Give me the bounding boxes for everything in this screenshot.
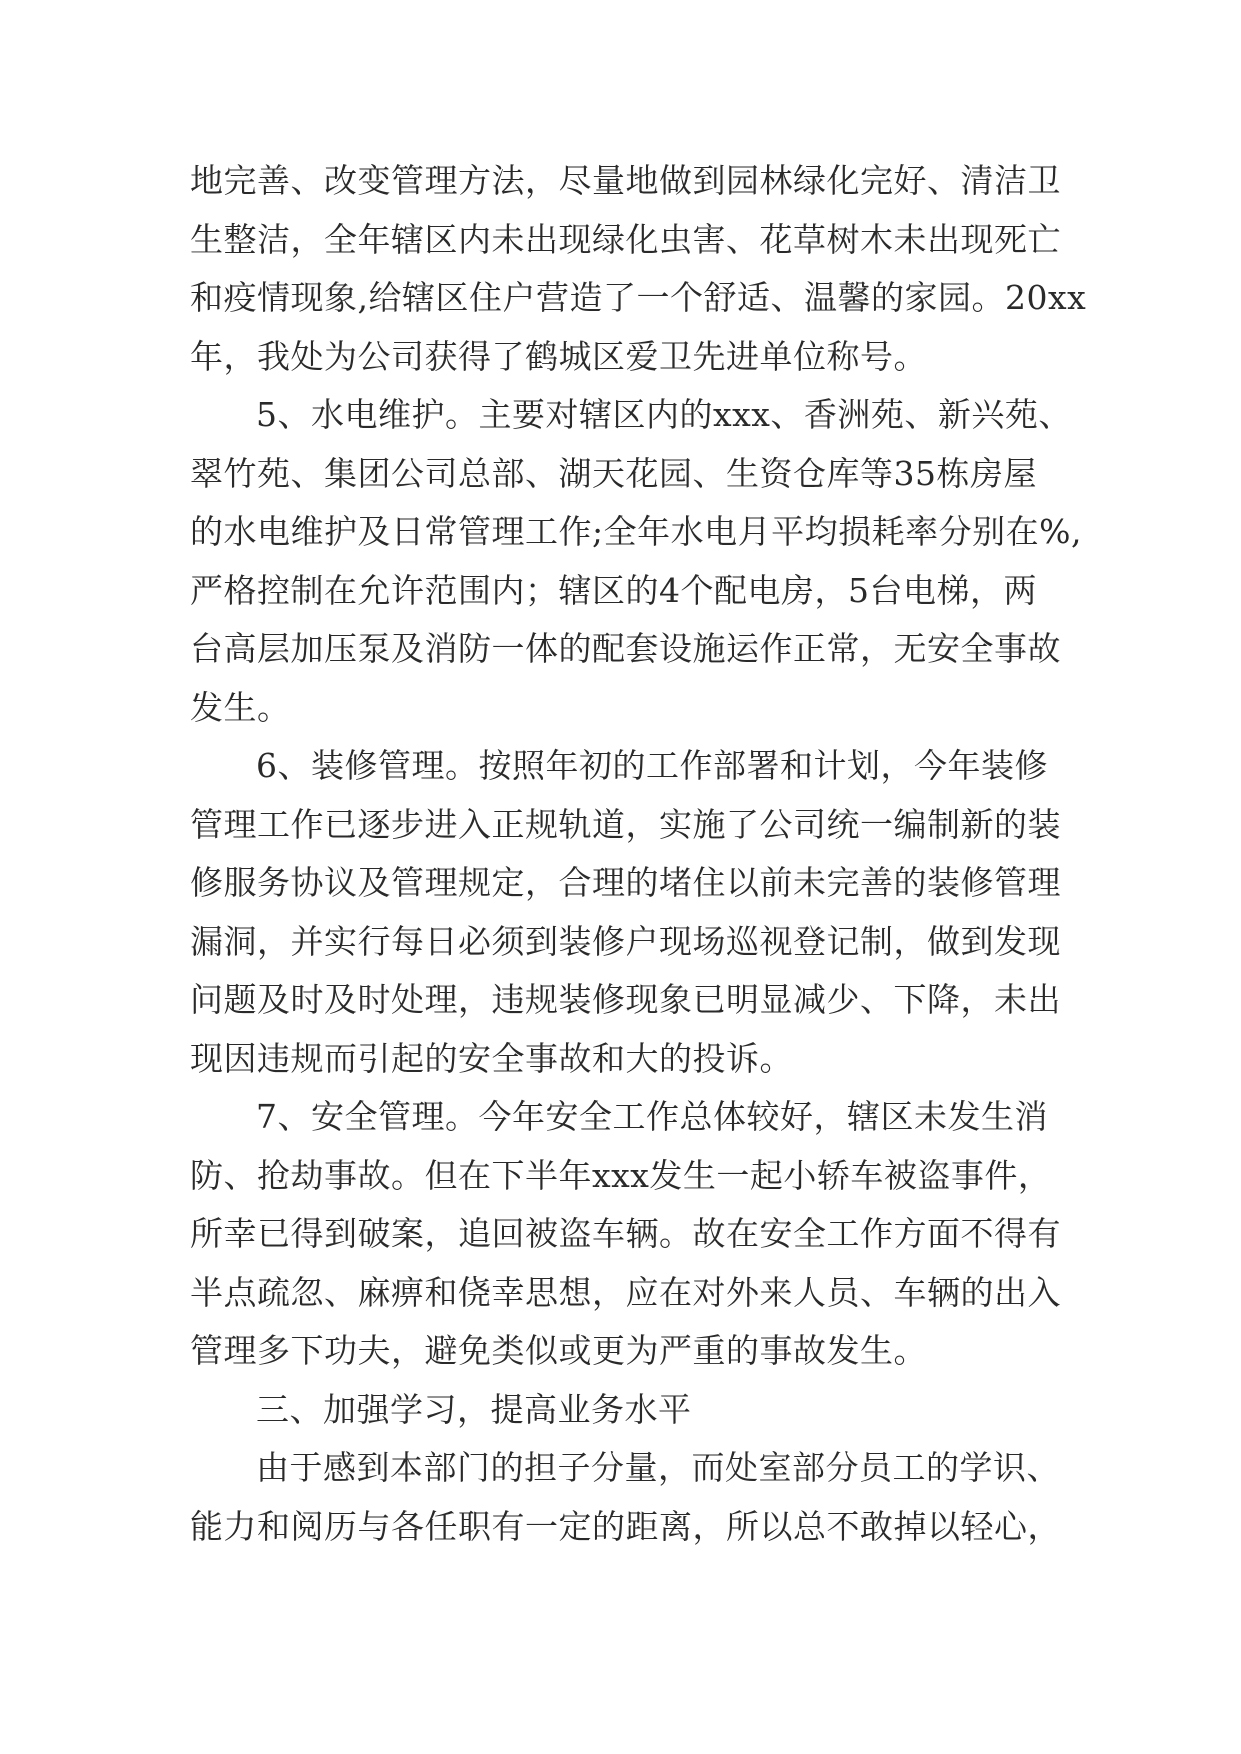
text-line: 防、抢劫事故。但在下半年xxx发生一起小轿车被盗事件， — [190, 1155, 1052, 1195]
text-line: 年，我处为公司获得了鹤城区爱卫先进单位称号。 — [190, 336, 927, 376]
document-body — [190, 152, 1087, 1556]
text-line: 修服务协议及管理规定，合理的堵住以前未完善的装修管理 — [190, 863, 1061, 902]
text-line: 半点疏忽、麻痹和侥幸思想，应在对外来人员、车辆的出入 — [190, 1272, 1061, 1312]
text-line: 的水电维护及日常管理工作;全年水电月平均损耗率分别在%, — [190, 512, 1082, 551]
text-line: 漏洞，并实行每日必须到装修户现场巡视登记制，做到发现 — [190, 921, 1061, 961]
text-line: 问题及时及时处理，违规装修现象已明显减少、下降，未出 — [190, 980, 1061, 1019]
text-line: 地完善、改变管理方法，尽量地做到园林绿化完好、清洁卫 — [190, 161, 1061, 200]
paragraph-start-line: 6、装修管理。按照年初的工作部署和计划，今年装修 — [256, 746, 1048, 785]
text-line: 管理工作已逐步进入正规轨道，实施了公司统一编制新的装 — [190, 804, 1061, 844]
paragraph-start-line: 7、安全管理。今年安全工作总体较好，辖区未发生消 — [256, 1097, 1048, 1136]
text-line: 发生。 — [190, 687, 291, 727]
text-line: 所幸已得到破案，追回被盗车辆。故在安全工作方面不得有 — [190, 1214, 1061, 1253]
text-line: 严格控制在允许范围内；辖区的4个配电房，5台电梯，两 — [190, 570, 1037, 610]
text-line: 管理多下功夫，避免类似或更为严重的事故发生。 — [190, 1331, 927, 1370]
text-line: 台高层加压泵及消防一体的配套设施运作正常，无安全事故 — [190, 629, 1061, 668]
text-line: 生整洁，全年辖区内未出现绿化虫害、花草树木未出现死亡 — [190, 219, 1061, 259]
paragraph-start-line: 由于感到本部门的担子分量，而处室部分员工的学识、 — [256, 1448, 1060, 1487]
text-line: 和疫情现象,给辖区住户营造了一个舒适、温馨的家园。20xx — [190, 278, 1087, 317]
text-line: 能力和阅历与各任职有一定的距离，所以总不敢掉以轻心， — [190, 1506, 1061, 1546]
section-heading: 三、加强学习，提高业务水平 — [256, 1389, 692, 1429]
paragraph-start-line: 5、水电维护。主要对辖区内的xxx、香洲苑、新兴苑、 — [256, 395, 1072, 434]
text-line: 翠竹苑、集团公司总部、湖天花园、生资仓库等35栋房屋 — [190, 453, 1037, 493]
text-line: 现因违规而引起的安全事故和大的投诉。 — [190, 1038, 793, 1078]
